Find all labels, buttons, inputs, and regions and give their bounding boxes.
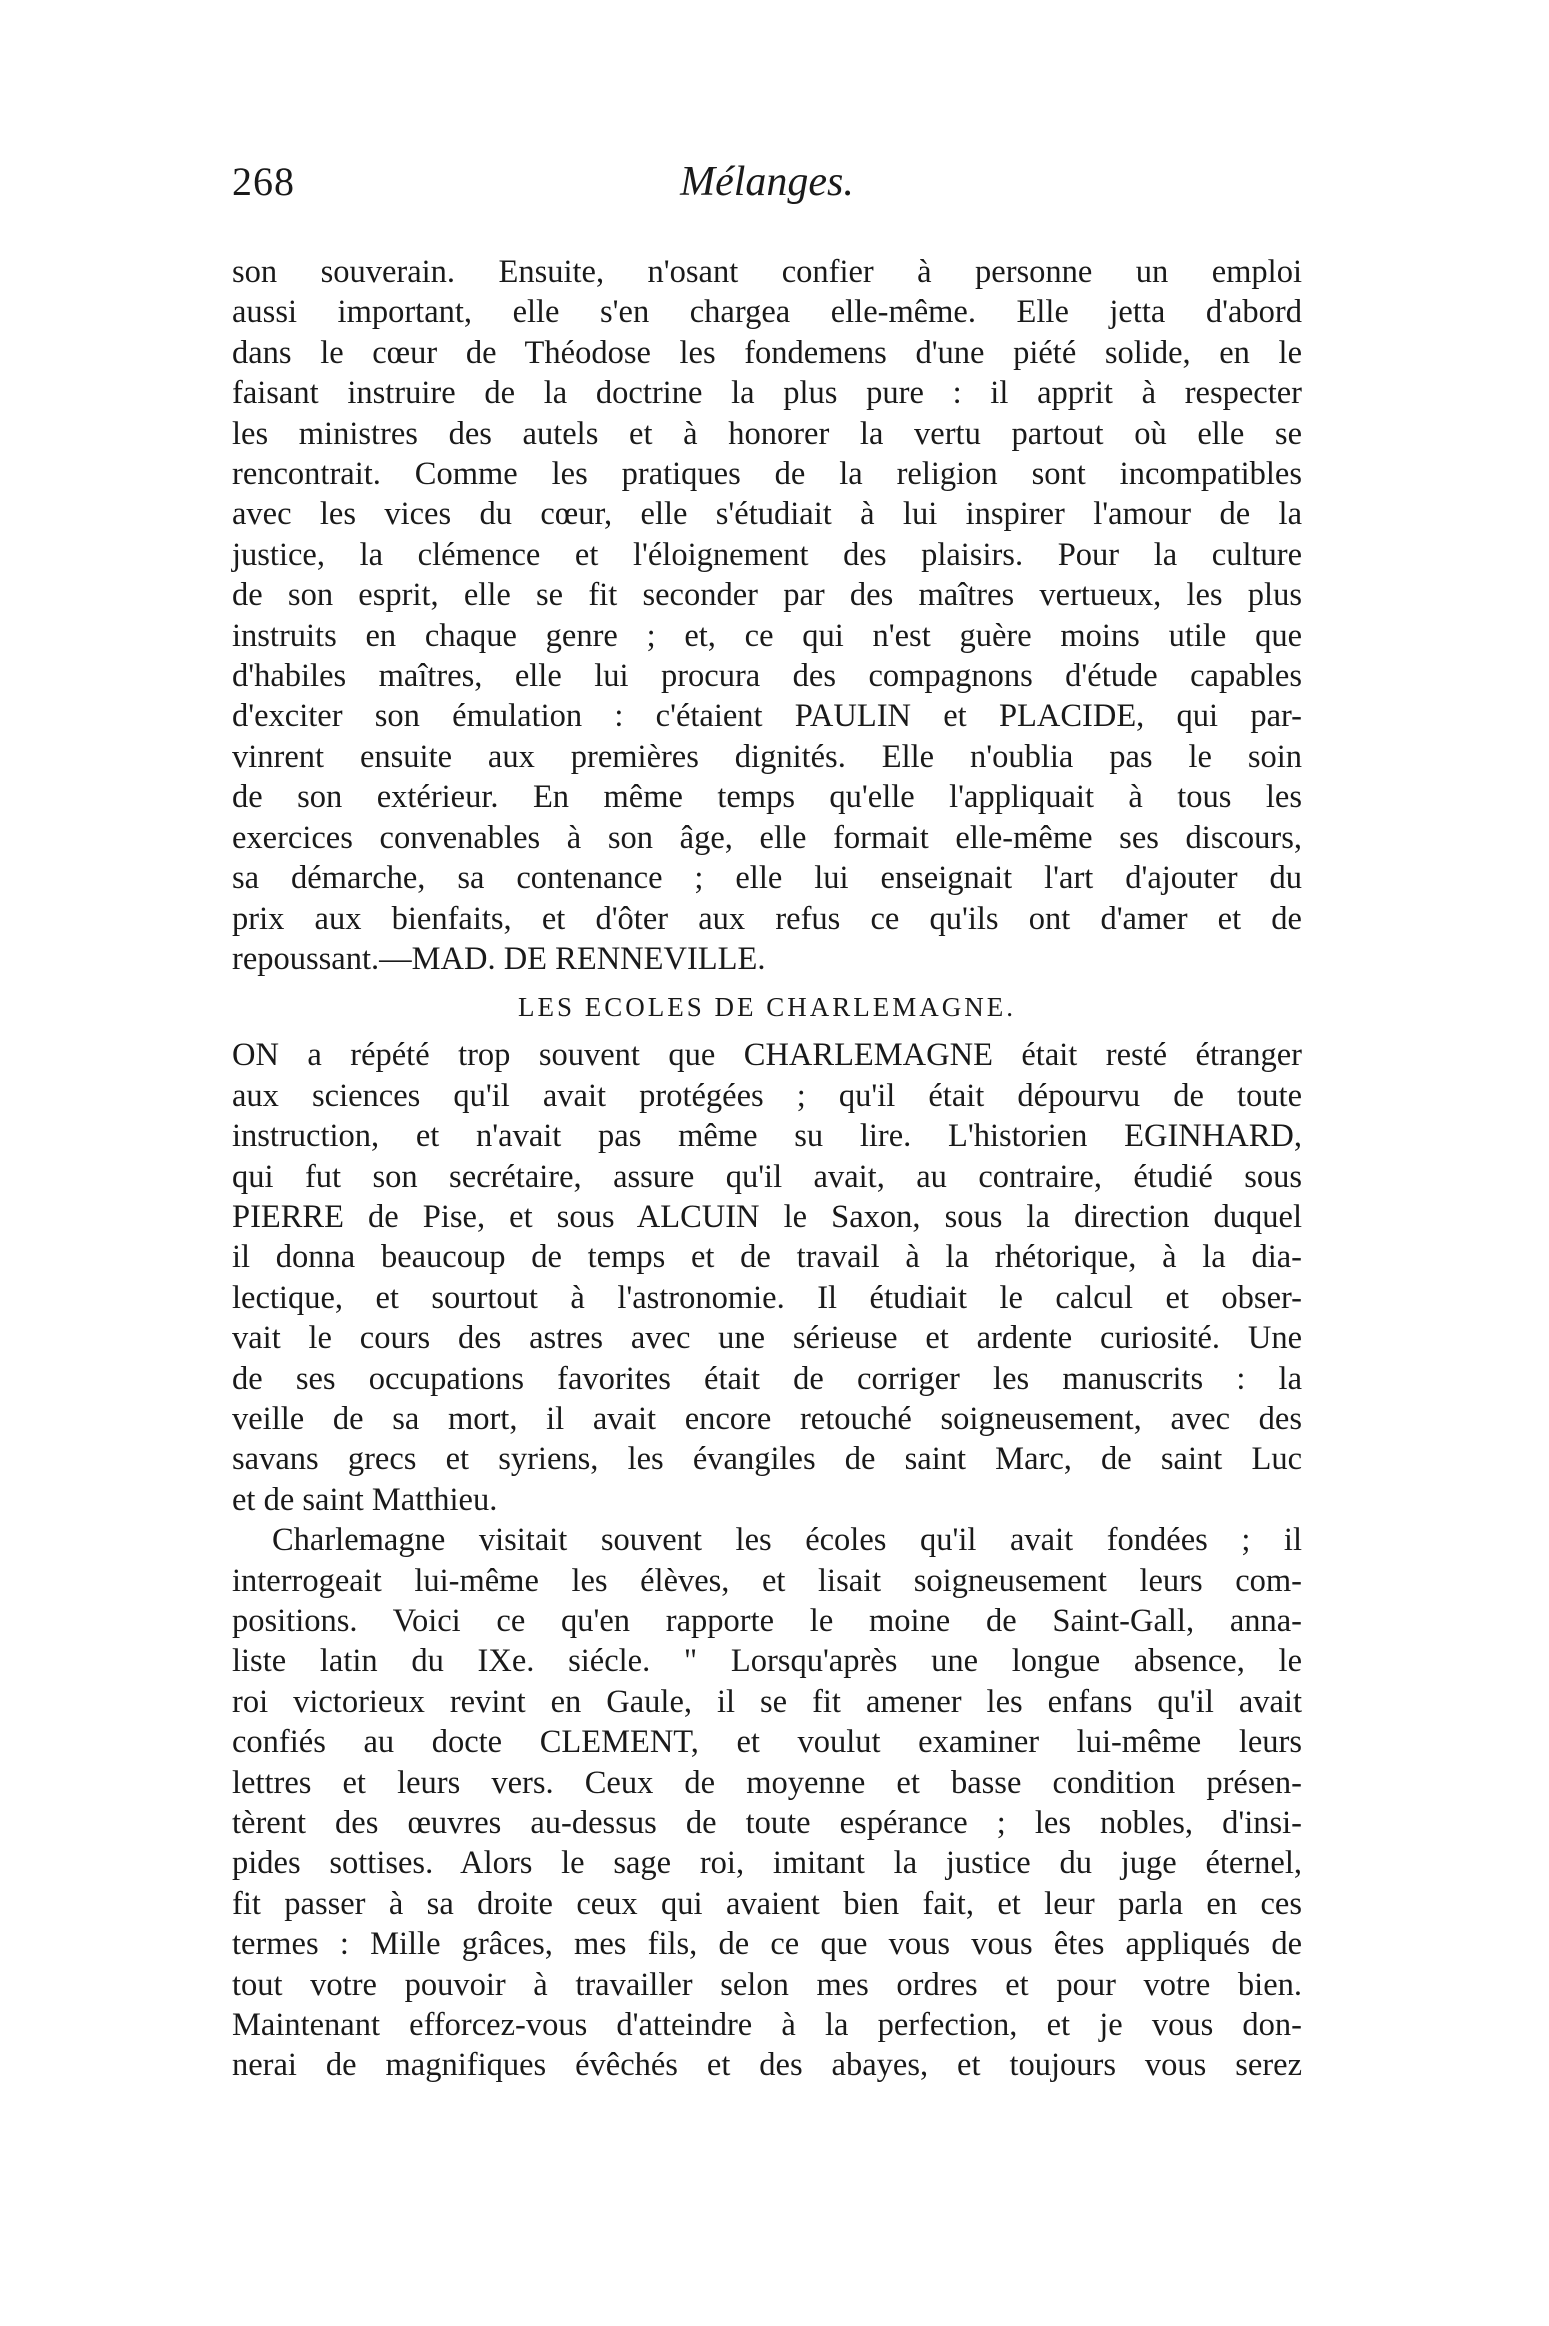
text-line: d'exciter son émulation : c'étaient PAULIN et PLACIDE, qui par- <box>232 698 1302 735</box>
page-number: 268 <box>232 159 295 204</box>
text-line: son souverain. Ensuite, n'osant confier à personne un emploi <box>232 254 1302 290</box>
text-line: positions. Voici ce qu'en rapporte le moine de Saint-Gall, anna- <box>232 1603 1302 1639</box>
section-heading: LES ECOLES DE CHARLEMAGNE. <box>518 992 1016 1023</box>
text-line-attribution: repoussant.—MAD. DE RENNEVILLE. <box>232 940 766 977</box>
text-line: lettres et leurs vers. Ceux de moyenne et basse condition présen- <box>232 1764 1302 1801</box>
text-line: rencontrait. Comme les pratiques de la religion sont incompatibles <box>232 456 1302 493</box>
paragraph-madame-de-renneville <box>232 252 1302 979</box>
text-line: il donna beaucoup de temps et de travail à la rhétorique, à la dia- <box>232 1239 1302 1276</box>
page-header <box>232 158 1302 218</box>
text-line: de ses occupations favorites était de corriger les manuscrits : la <box>232 1360 1302 1397</box>
text-line: instruits en chaque genre ; et, ce qui n'est guère moins utile que <box>232 617 1302 654</box>
text-line: Charlemagne visitait souvent les écoles qu'il avait fondées ; il <box>272 1522 1302 1559</box>
text-line: qui fut son secrétaire, assure qu'il avait, au contraire, étudié sous <box>232 1158 1302 1195</box>
text-line: tèrent des œuvres au-dessus de toute espérance ; les nobles, d'insi- <box>232 1805 1302 1842</box>
text-line: vinrent ensuite aux premières dignités. Elle n'oublia pas le soin <box>232 738 1302 775</box>
text-line: exercices convenables à son âge, elle formait elle-même ses discours, <box>232 819 1302 856</box>
text-line: aux sciences qu'il avait protégées ; qu'il était dépourvu de toute <box>232 1077 1302 1114</box>
text-line: de son extérieur. En même temps qu'elle l'appliquait à tous les <box>232 779 1302 816</box>
text-line: aussi important, elle s'en chargea elle-même. Elle jetta d'abord <box>232 294 1302 331</box>
text-line: avec les vices du cœur, elle s'étudiait à lui inspirer l'amour de la <box>232 496 1302 533</box>
paragraph-charlemagne-visits <box>232 1520 1302 2086</box>
text-line: sa démarche, sa contenance ; elle lui enseignait l'art d'ajouter du <box>232 860 1302 897</box>
text-line: roi victorieux revint en Gaule, il se fit amener les enfans qu'il avait <box>232 1683 1302 1720</box>
text-line: liste latin du IXe. siécle. " Lorsqu'après une longue absence, le <box>232 1643 1302 1680</box>
running-title: Mélanges. <box>680 159 854 205</box>
text-line: veille de sa mort, il avait encore retouché soigneusement, avec des <box>232 1400 1302 1437</box>
text-line: vait le cours des astres avec une sérieuse et ardente curiosité. Une <box>232 1320 1302 1357</box>
paragraph-charlemagne-schools <box>232 1035 1302 1520</box>
text-line: savans grecs et syriens, les évangiles de saint Marc, de saint Luc <box>232 1441 1302 1478</box>
text-line: et de saint Matthieu. <box>232 1481 498 1518</box>
text-line: faisant instruire de la doctrine la plus pure : il apprit à respecter <box>232 375 1302 412</box>
text-line: termes : Mille grâces, mes fils, de ce que vous vous êtes appliqués de <box>232 1926 1302 1963</box>
text-line: ON a répété trop souvent que CHARLEMAGNE était resté étranger <box>232 1037 1302 1074</box>
text-line: interrogeait lui-même les élèves, et lisait soigneusement leurs com- <box>232 1562 1302 1599</box>
text-line: PIERRE de Pise, et sous ALCUIN le Saxon, sous la direction duquel <box>232 1198 1302 1235</box>
text-line: justice, la clémence et l'éloignement des plaisirs. Pour la culture <box>232 536 1302 573</box>
text-line: de son esprit, elle se fit seconder par des maîtres vertueux, les plus <box>232 577 1302 614</box>
text-line: Maintenant efforcez-vous d'atteindre à la perfection, et je vous don- <box>232 2007 1302 2044</box>
text-line: dans le cœur de Théodose les fondemens d'une piété solide, en le <box>232 334 1302 371</box>
text-line: lectique, et sourtout à l'astronomie. Il étudiait le calcul et obser- <box>232 1279 1302 1316</box>
text-line: tout votre pouvoir à travailler selon mes ordres et pour votre bien. <box>232 1966 1302 2003</box>
text-line: confiés au docte CLEMENT, et voulut examiner lui-même leurs <box>232 1724 1302 1761</box>
text-line: prix aux bienfaits, et d'ôter aux refus ce qu'ils ont d'amer et de <box>232 900 1302 937</box>
text-line: les ministres des autels et à honorer la vertu partout où elle se <box>232 415 1302 452</box>
text-line: nerai de magnifiques évêchés et des abayes, et toujours vous serez <box>232 2047 1302 2084</box>
body-text <box>232 252 1302 2086</box>
text-line: pides sottises. Alors le sage roi, imitant la justice du juge éternel, <box>232 1845 1302 1882</box>
text-line: fit passer à sa droite ceux qui avaient bien fait, et leur parla en ces <box>232 1885 1302 1922</box>
text-line: d'habiles maîtres, elle lui procura des compagnons d'étude capables <box>232 658 1302 695</box>
text-line: instruction, et n'avait pas même su lire. L'historien EGINHARD, <box>232 1118 1302 1155</box>
